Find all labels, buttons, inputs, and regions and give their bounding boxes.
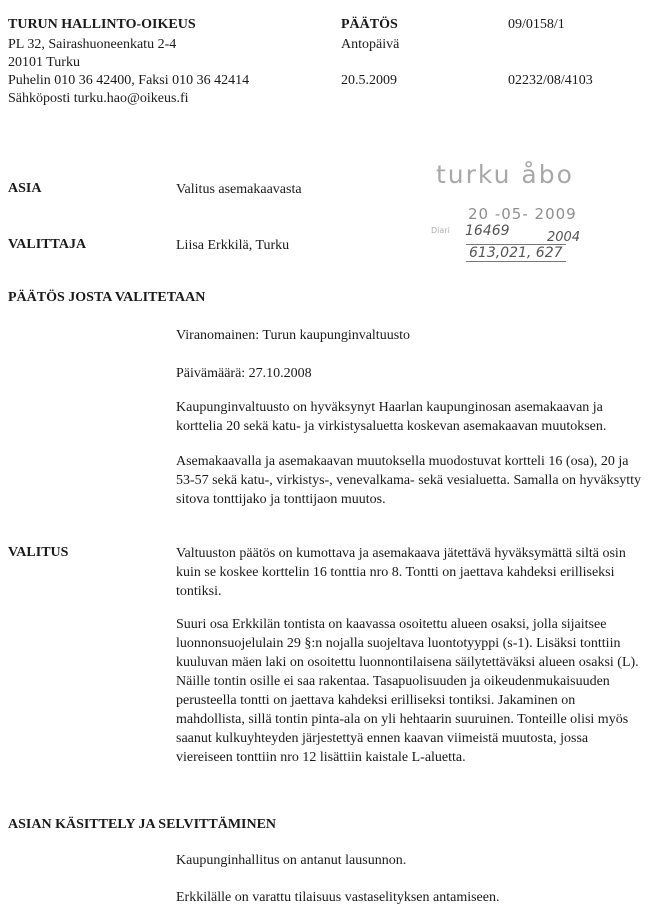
appealed-decision-paragraph-1: Kaupunginvaltuusto on hyväksynyt Haarlan kaupunginosan asemakaavan ja korttelia 20 sekä katu- ja virkistysaluetta koskevan asemakaavan muutoksen. — [176, 400, 607, 434]
appeal-paragraph-1: Valtuuston päätös on kumottava ja asemakaava jätettävä hyväksymättä siltä osin kuin se koskee korttelin 16 tonttia nro 8. Tontti on jaettava kahdeksi erilliseksi tontiksi. — [176, 546, 626, 599]
processing-line-1: Kaupunginhallitus on antanut lausunnon. — [176, 853, 407, 868]
valittaja-label: VALITTAJA — [8, 237, 87, 252]
appealed-decision-heading: PÄÄTÖS JOSTA VALITETAAN — [8, 290, 206, 305]
valittaja-value: Liisa Erkkilä, Turku — [176, 238, 290, 253]
court-name: TURUN HALLINTO-OIKEUS — [8, 17, 196, 32]
handwritten-codes: 613,021, 627 — [466, 244, 566, 262]
decision-date-line: Päivämäärä: 27.10.2008 — [176, 366, 312, 381]
asia-label: ASIA — [8, 181, 42, 196]
valitus-label: VALITUS — [8, 545, 69, 560]
court-email: Sähköposti turku.hao@oikeus.fi — [8, 91, 189, 106]
decision-date: 20.5.2009 — [341, 73, 397, 88]
processing-heading: ASIAN KÄSITTELY JA SELVITTÄMINEN — [8, 817, 277, 832]
court-address-city: 20101 Turku — [8, 55, 80, 70]
appealed-decision-paragraph-2: Asemakaavalla ja asemakaavan muutoksella muodostuvat kortteli 16 (osa), 20 ja 53-57 sekä katu-, virkistys-, venevalkama- sekä vesialuetta. Samalla on hyväksytty sitova tonttijako ja tonttijaon muutos. — [176, 454, 641, 507]
asia-value: Valitus asemakaavasta — [176, 182, 302, 197]
authority-line: Viranomainen: Turun kaupunginvaltuusto — [176, 328, 411, 343]
document-type: PÄÄTÖS — [341, 17, 398, 32]
court-phone: Puhelin 010 36 42400, Faksi 010 36 42414 — [8, 73, 250, 88]
appeal-paragraph-2: Suuri osa Erkkilän tontista on kaavassa osoitettu alueen osaksi, jolla sijaitsee luonnonsuojelulain 29 §:n nojalla suojeltava luontotyyppi (s-1). Lisäksi tonttiin kuuluvan mäen laki on osoitettu luonnontilaisena säilytettäväksi alueen osaksi (L). Näille tontin osille ei saa rakentaa. Tasapuolisuuden ja oikeudenmukaisuuden perusteella tontti on jaettava kahdeksi erilliseksi tontiksi. Jakaminen on mahdollista, sillä tontin pinta-ala on yli hehtaarin suuruinen. Tonteille olisi myös saanut kulkuyhteyden järjestettyä ennen kaavan viimeistä muutosta, jossa viereiseen tonttiin nro 12 lisättiin kaistale L-aluetta. — [176, 617, 639, 765]
court-address-street: PL 32, Sairashuoneenkatu 2-4 — [8, 37, 177, 52]
case-number: 09/0158/1 — [508, 17, 565, 32]
stamp-small-text: Diari — [431, 226, 450, 235]
stamp-office: turku åbo — [436, 160, 574, 189]
handwritten-number: 16469 — [465, 223, 510, 239]
diary-number: 02232/08/4103 — [508, 73, 593, 88]
stamp-date: 20 -05- 2009 — [468, 205, 577, 223]
handwritten-year: 2004 — [547, 230, 581, 245]
date-label: Antopäivä — [341, 37, 400, 52]
processing-line-2: Erkkilälle on varattu tilaisuus vastaselityksen antamiseen. — [176, 890, 500, 905]
